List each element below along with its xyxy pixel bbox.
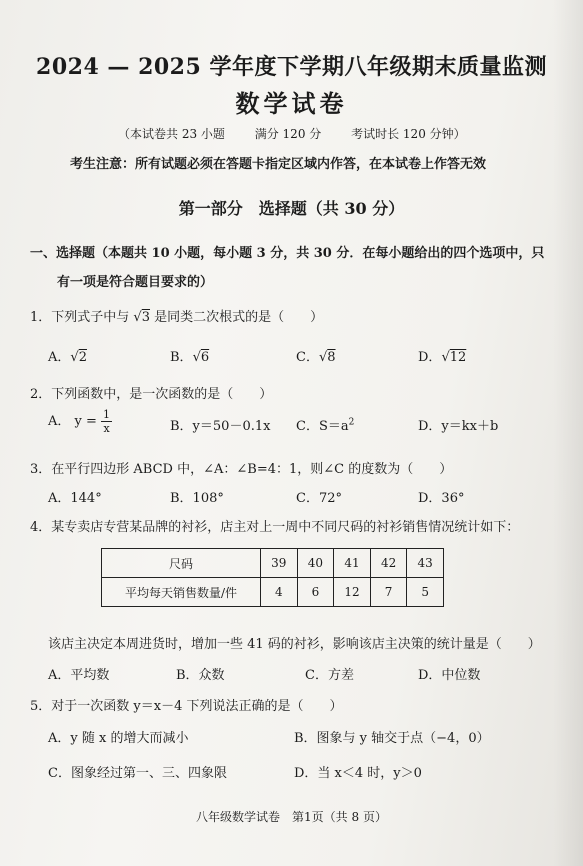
q3-option-a: A．144° (48, 491, 102, 506)
exam-notice: 考生注意：所有试题必须在答题卡指定区域内作答，在本试卷上作答无效 (70, 157, 487, 172)
info-question-count: （本试卷共 23 小题 (118, 127, 225, 141)
table-cell: 5 (407, 578, 444, 607)
option-label: A． (48, 414, 71, 429)
option-radicand: 12 (449, 350, 467, 365)
option-label: C． (296, 350, 319, 365)
table-cell: 4 (261, 578, 298, 607)
option-label: D． (418, 350, 442, 365)
q1-option-a: A．√2 (48, 350, 87, 365)
table-cell: 40 (297, 549, 334, 578)
table-cell: 6 (297, 578, 334, 607)
table-cell: 7 (370, 578, 407, 607)
part-title: 第一部分 选择题（共 30 分） (178, 199, 405, 218)
page-footer: 八年级数学试卷 第1页（共 8 页） (196, 810, 387, 824)
q2-option-b: B．y＝50－0.1x (170, 419, 271, 434)
question-5-stem: 5．对于一次函数 y＝x－4 下列说法正确的是（ ） (30, 699, 343, 714)
q2-option-c (296, 415, 354, 434)
size-sales-table (101, 548, 444, 607)
q4-option-b: B．众数 (176, 668, 225, 683)
table-cell: 41 (334, 549, 371, 578)
fraction-numerator: 1 (103, 408, 111, 421)
option-radicand: 8 (327, 350, 336, 365)
table-row (102, 578, 444, 607)
section-heading-line2: 有一项是符合题目要求的） (57, 275, 214, 290)
fraction-denominator: x (103, 422, 110, 435)
q1-stem-radicand: 3 (141, 310, 150, 325)
option-lhs: y = (74, 414, 97, 429)
option-label: A． (48, 350, 71, 365)
q1-option-d: D．√12 (418, 350, 467, 365)
table-cell: 尺码 (102, 549, 261, 578)
q5-option-d: D．当 x＜4 时，y＞0 (294, 766, 422, 781)
table-cell: 42 (370, 549, 407, 578)
question-4-followup: 该店主决定本周进货时，增加一些 41 码的衬衫，影响该店主决策的统计量是（ ） (48, 637, 541, 652)
option-radicand: 2 (78, 350, 87, 365)
question-3-stem: 3．在平行四边形 ABCD 中，∠A：∠B=4：1，则∠C 的度数为（ ） (30, 462, 453, 477)
info-full-score: 满分 120 分 (254, 127, 322, 141)
q5-option-b: B．图象与 y 轴交于点（−4，0） (294, 731, 490, 746)
table-row (102, 549, 444, 578)
exam-info (118, 125, 492, 142)
q5-option-c: C．图象经过第一、三、四象限 (48, 766, 227, 781)
option-radicand: 6 (200, 350, 210, 365)
option-label: B． (170, 350, 193, 365)
table-cell: 12 (334, 578, 371, 607)
page-edge-shadow (553, 0, 583, 866)
question-2-stem: 2．下列函数中，是一次函数的是（ ） (30, 387, 273, 402)
q3-option-b: B．108° (170, 491, 224, 506)
info-duration: 考试时长 120 分钟） (351, 127, 466, 141)
sqrt-symbol: √3 (133, 310, 150, 325)
q1-option-c: C．√8 (296, 350, 336, 365)
q5-option-a: A．y 随 x 的增大而减小 (48, 731, 189, 746)
table-cell: 43 (407, 549, 444, 578)
section-heading-line1: 一、选择题（本题共 10 小题，每小题 3 分，共 30 分．在每小题给出的四个选项中，只 (30, 246, 545, 261)
table-cell: 平均每天销售数量/件 (102, 578, 261, 607)
option-text: C．S＝a (296, 419, 349, 434)
fraction (101, 408, 112, 435)
option-superscript: 2 (348, 417, 355, 428)
q4-option-a: A．平均数 (48, 668, 110, 683)
q1-option-b: B．√6 (170, 350, 210, 365)
table-cell: 39 (261, 549, 298, 578)
q1-stem-b: 是同类二次根式的是（ ） (154, 310, 324, 325)
q3-option-c: C．72° (296, 491, 342, 506)
question-4-stem: 4．某专卖店专营某品牌的衬衫，店主对上一周中不同尺码的衬衫销售情况统计如下： (30, 520, 520, 535)
q1-stem-a: 1．下列式子中与 (30, 310, 130, 325)
q2-option-d: D．y＝kx＋b (418, 419, 499, 434)
exam-subject: 数学试卷 (235, 89, 348, 118)
q4-option-d: D．中位数 (418, 668, 481, 683)
question-1-stem (30, 306, 323, 325)
q3-option-d: D．36° (418, 491, 465, 506)
q2-option-a (48, 408, 112, 435)
exam-title: 2024 — 2025 学年度下学期八年级期末质量监测 (36, 54, 547, 80)
q4-option-c: C．方差 (305, 668, 354, 683)
